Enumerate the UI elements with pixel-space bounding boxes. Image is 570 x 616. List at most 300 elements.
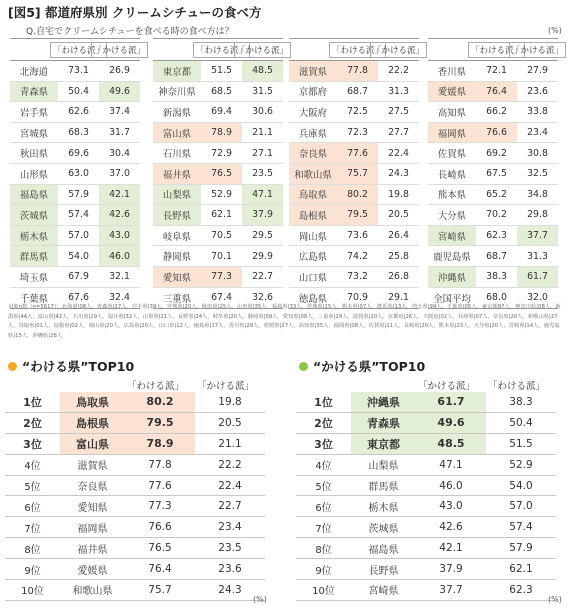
prefecture-name: 東京都	[153, 61, 201, 81]
prefecture-name: 京都府	[298, 87, 328, 99]
wakeru-value: 68.0	[486, 292, 507, 304]
rank-prefecture: 沖縄県	[351, 392, 416, 412]
table-row	[289, 246, 419, 267]
wakeru-value: 70.2	[486, 209, 507, 221]
prefecture-name: 大阪府	[298, 107, 328, 119]
header-wakeru-label: 「わける派」	[329, 42, 386, 58]
rank-primary-value: 76.5	[148, 542, 172, 555]
kakeru-value: 29.1	[388, 292, 409, 304]
rank-position: 8位	[315, 544, 332, 556]
table-row	[10, 164, 140, 185]
prefecture-name: 長崎県	[437, 169, 467, 181]
prefecture-name: 三重県	[162, 293, 192, 305]
wakeru-value: 80.2	[337, 185, 378, 205]
ranking-header-secondary: 「かける派」	[197, 381, 255, 392]
rank-primary-value: 77.8	[148, 458, 172, 471]
wakeru-value: 68.7	[347, 85, 368, 97]
wakeru-value: 50.4	[68, 85, 89, 97]
rank-prefecture: 群馬県	[368, 482, 399, 493]
rank-primary-value: 43.0	[439, 500, 463, 513]
column-header	[10, 39, 146, 61]
table-row	[289, 143, 419, 164]
ranking-row	[5, 538, 265, 559]
ranking-row	[5, 392, 265, 413]
orange-dot-icon	[8, 362, 17, 371]
header-wakeru-label: 「わける派」	[193, 42, 250, 58]
kakeru-value: 24.3	[388, 168, 409, 180]
page-title: [図5] 都道府県別 クリームシチューの食べ方	[8, 5, 262, 20]
wakeru-value: 72.1	[486, 65, 507, 77]
table-row	[153, 61, 283, 82]
rank-secondary-value: 57.9	[509, 542, 533, 555]
rank-prefecture: 青森県	[351, 413, 416, 433]
rank-position: 4位	[315, 461, 332, 473]
table-row	[10, 61, 140, 82]
wakeru-value: 70.5	[211, 230, 232, 242]
rank-position: 3位	[23, 437, 42, 451]
survey-question: Q.自宅でクリームシチューを食べる時の食べ方は？	[26, 27, 234, 37]
prefecture-name: 山口県	[298, 272, 328, 284]
kakeru-value: 47.1	[242, 185, 283, 205]
rank-prefecture: 東京都	[351, 434, 416, 454]
kakeru-value: 37.0	[109, 168, 130, 180]
header-wakeru-label: 「わける派」	[50, 42, 107, 58]
rank-secondary-value: 62.3	[509, 583, 533, 596]
rank-primary-value: 80.2	[125, 392, 195, 412]
ranking-row	[296, 559, 556, 580]
rank-secondary-value: 23.4	[218, 521, 242, 534]
table-row	[10, 267, 140, 288]
header-wakeru-label: 「わける派」	[468, 42, 525, 58]
wakeru-value: 62.1	[211, 209, 232, 221]
table-row	[10, 185, 140, 206]
prefecture-name: 岐阜県	[162, 231, 192, 243]
ranking-row	[5, 434, 265, 455]
rank-primary-value: 46.0	[439, 479, 463, 492]
table-row	[428, 143, 558, 164]
header-kakeru-label: 「かける派」	[370, 42, 427, 58]
table-row	[10, 102, 140, 123]
kakeru-top10-title	[299, 357, 425, 375]
kakeru-value: 32.6	[252, 292, 273, 304]
rank-prefecture: 愛媛県	[77, 565, 108, 577]
table-row	[153, 205, 283, 226]
wakeru-value: 73.1	[68, 65, 89, 77]
kakeru-value: 42.6	[99, 205, 140, 225]
rank-position: 9位	[24, 565, 41, 577]
table-row	[428, 123, 558, 144]
ranking-row	[296, 392, 556, 413]
rank-primary-value: 79.5	[125, 413, 195, 433]
prefecture-name: 埼玉県	[19, 272, 49, 284]
rank-secondary-value: 38.3	[509, 395, 533, 408]
table-row	[153, 123, 283, 144]
table-row	[153, 226, 283, 247]
kakeru-value: 22.7	[252, 271, 273, 283]
kakeru-value: 32.5	[527, 168, 548, 180]
prefecture-name: 愛媛県	[428, 82, 476, 102]
prefecture-name: 山形県	[19, 169, 49, 181]
rank-primary-value: 75.7	[148, 583, 172, 596]
wakeru-value: 73.6	[347, 230, 368, 242]
prefecture-name: 群馬県	[10, 246, 58, 266]
prefecture-name: 宮城県	[19, 128, 49, 140]
kakeru-value: 20.5	[388, 209, 409, 221]
prefecture-column	[289, 38, 425, 309]
header-kakeru	[373, 42, 425, 58]
rank-primary-value: 77.3	[148, 500, 172, 513]
header-kakeru	[94, 42, 146, 58]
wakeru-value: 67.6	[68, 292, 89, 304]
prefecture-name: 島根県	[289, 205, 337, 225]
kakeru-value: 27.5	[388, 106, 409, 118]
table-row	[428, 102, 558, 123]
wakeru-value: 51.5	[211, 65, 232, 77]
prefecture-name: 神奈川県	[158, 87, 196, 99]
prefecture-name: 大分県	[437, 210, 467, 222]
ranking-row	[296, 517, 556, 538]
rank-position: 7位	[315, 523, 332, 535]
rank-prefecture: 島根県	[60, 413, 125, 433]
prefecture-name: 広島県	[298, 252, 328, 264]
wakeru-value: 66.2	[486, 106, 507, 118]
wakeru-value: 73.2	[347, 271, 368, 283]
prefecture-name: 滋賀県	[289, 61, 337, 81]
kakeru-value: 43.0	[99, 226, 140, 246]
kakeru-value: 34.8	[527, 188, 548, 200]
table-row	[153, 185, 283, 206]
wakeru-value: 69.2	[486, 147, 507, 159]
prefecture-name: 沖縄県	[428, 267, 476, 287]
wakeru-value: 70.1	[211, 250, 232, 262]
rank-prefecture: 福島県	[368, 544, 399, 556]
kakeru-value: 42.1	[99, 185, 140, 205]
table-row	[10, 246, 140, 267]
header-kakeru	[237, 42, 289, 58]
table-row	[289, 226, 419, 247]
rank-primary-value: 47.1	[439, 458, 463, 471]
rank-position: 1位	[23, 395, 42, 409]
kakeru-value: 29.5	[252, 230, 273, 242]
table-row	[153, 143, 283, 164]
prefecture-name: 香川県	[437, 66, 467, 78]
rank-secondary-value: 51.5	[509, 437, 533, 450]
rank-position: 6位	[315, 502, 332, 514]
kakeru-value: 31.7	[109, 127, 130, 139]
kakeru-value: 31.3	[527, 250, 548, 262]
rank-secondary-value: 57.0	[509, 500, 533, 513]
ranking-row	[296, 476, 556, 497]
wakeru-value: 57.9	[68, 188, 89, 200]
table-row	[428, 185, 558, 206]
table-row	[428, 205, 558, 226]
kakeru-value: 61.7	[517, 267, 558, 287]
table-row	[289, 102, 419, 123]
wakeru-value: 79.5	[337, 205, 378, 225]
kakeru-value: 30.6	[252, 106, 273, 118]
kakeru-value: 31.3	[388, 85, 409, 97]
wakeru-value: 77.3	[201, 267, 242, 287]
wakeru-top10-title-text: “わける県”TOP10	[22, 359, 135, 374]
wakeru-value: 62.3	[486, 230, 507, 242]
rank-position: 6位	[24, 502, 41, 514]
kakeru-value: 21.1	[252, 127, 273, 139]
prefecture-name: 茨城県	[10, 205, 58, 225]
wakeru-unit-label: (%)	[253, 595, 267, 604]
wakeru-value: 54.0	[68, 250, 89, 262]
sample-footnote: 対象n数（n=5617）：北海道|08人，青森県|27人，岩手県|39人，宮城県|20人，秋田県|25人，山形県|35人，福島県|33人，茨城県|15人，栃木県|07人，群馬県|13人，埼玉県|99人，千葉県|05人，東京都97人，神奈川県|08人，新潟県|44人，富山県|42人，石川県|29人，福井県|32人，山梨県|21人，長野県|24人，岐阜県|20人，静岡県|09人，愛知県|08人，三重県|29人，滋賀県|20人，京都府|26人，大阪府|02人，兵庫県|07人，奈良県|20人，和歌山県|27人，鳥取県|01人，島根県|02人，岡山県|20人，広島県|20人，山口県|12人，徳島県|17人，香川県|29人，愛媛県|27人，高知県|35人，福岡県|08人，佐賀県|11人，長崎県|20人，熊本県|23人，大分県|20人，宮崎県|14人，鹿児島県|15人，沖縄県|28人	[8, 304, 561, 339]
prefecture-name: 鹿児島県	[433, 252, 471, 264]
rank-primary-value: 77.6	[148, 479, 172, 492]
header-kakeru-label: 「かける派」	[91, 42, 148, 58]
rank-secondary-value: 19.8	[218, 395, 242, 408]
table-row	[428, 246, 558, 267]
ranking-row	[296, 580, 556, 601]
wakeru-value: 76.6	[476, 123, 517, 143]
prefecture-name: 熊本県	[437, 190, 467, 202]
column-header	[289, 39, 425, 61]
prefecture-name: 和歌山県	[289, 164, 337, 184]
prefecture-name: 北海道	[19, 66, 49, 78]
rank-prefecture: 宮崎県	[368, 586, 399, 598]
rank-prefecture: 長野県	[368, 565, 399, 577]
kakeru-value: 26.9	[109, 65, 130, 77]
ranking-row	[296, 455, 556, 476]
ranking-header	[5, 376, 265, 392]
rank-prefecture: 福井県	[77, 544, 108, 556]
header-kakeru-label: 「かける派」	[234, 42, 291, 58]
kakeru-value: 27.9	[527, 65, 548, 77]
table-row	[10, 226, 140, 247]
table-row	[289, 123, 419, 144]
prefecture-name: 鳥取県	[289, 185, 337, 205]
kakeru-value: 26.4	[388, 230, 409, 242]
wakeru-value: 77.6	[337, 143, 378, 163]
rank-prefecture: 茨城県	[368, 523, 399, 535]
rank-position: 10位	[21, 586, 44, 598]
prefecture-column	[428, 38, 564, 309]
wakeru-top10-title	[8, 357, 134, 375]
table-row	[153, 267, 283, 288]
rank-secondary-value: 57.4	[509, 521, 533, 534]
prefecture-name: 宮崎県	[428, 226, 476, 246]
rank-prefecture: 和歌山県	[72, 586, 113, 598]
wakeru-top10-table	[5, 376, 265, 601]
header-kakeru	[512, 42, 564, 58]
kakeru-value: 32.4	[109, 292, 130, 304]
ranking-row	[5, 455, 265, 476]
prefecture-name: 愛知県	[153, 267, 201, 287]
prefecture-name: 全国平均	[433, 293, 471, 305]
rank-prefecture: 福岡県	[77, 523, 108, 535]
kakeru-value: 26.8	[388, 271, 409, 283]
ranking-header-primary: 「かける派」	[418, 381, 476, 392]
rank-secondary-value: 62.1	[509, 563, 533, 576]
table-row	[428, 61, 558, 82]
rank-position: 3位	[314, 437, 333, 451]
rank-primary-value: 48.5	[416, 434, 486, 454]
wakeru-value: 69.4	[211, 106, 232, 118]
kakeru-value: 22.2	[388, 65, 409, 77]
prefecture-name: 石川県	[162, 149, 192, 161]
rank-secondary-value: 23.6	[218, 563, 242, 576]
kakeru-value: 48.5	[242, 61, 283, 81]
wakeru-value: 38.3	[486, 271, 507, 283]
table-row	[428, 82, 558, 103]
wakeru-value: 72.9	[211, 147, 232, 159]
green-dot-icon	[299, 362, 308, 371]
wakeru-value: 72.3	[347, 127, 368, 139]
prefecture-column	[153, 38, 289, 309]
kakeru-value: 46.0	[99, 246, 140, 266]
rank-secondary-value: 50.4	[509, 416, 533, 429]
rank-secondary-value: 54.0	[509, 479, 533, 492]
unit-label: (%)	[548, 26, 562, 35]
wakeru-value: 68.3	[68, 127, 89, 139]
prefecture-name: 栃木県	[10, 226, 58, 246]
rank-prefecture: 愛知県	[77, 502, 108, 514]
table-row	[153, 102, 283, 123]
rank-secondary-value: 52.9	[509, 458, 533, 471]
prefecture-name: 新潟県	[162, 107, 192, 119]
table-row	[428, 164, 558, 185]
kakeru-value: 32.1	[109, 271, 130, 283]
rank-position: 5位	[315, 482, 332, 493]
table-row	[10, 143, 140, 164]
rank-position: 5位	[24, 482, 41, 493]
kakeru-value: 25.8	[388, 250, 409, 262]
rank-secondary-value: 22.4	[218, 479, 242, 492]
rank-primary-value: 42.6	[439, 521, 463, 534]
ranking-row	[5, 580, 265, 601]
table-row	[153, 82, 283, 103]
wakeru-value: 57.0	[68, 230, 89, 242]
table-row	[153, 164, 283, 185]
table-row	[10, 82, 140, 103]
rank-primary-value: 42.1	[439, 542, 463, 555]
prefecture-name: 千葉県	[19, 293, 49, 305]
rank-prefecture: 鳥取県	[60, 392, 125, 412]
rank-primary-value: 37.9	[439, 563, 463, 576]
kakeru-value: 23.6	[527, 85, 548, 97]
rank-prefecture: 滋賀県	[77, 461, 108, 473]
rank-position: 2位	[314, 416, 333, 430]
kakeru-value: 23.5	[252, 168, 273, 180]
rank-secondary-value: 21.1	[218, 437, 242, 450]
rank-secondary-value: 22.7	[218, 500, 242, 513]
wakeru-value: 67.5	[486, 168, 507, 180]
kakeru-value: 37.9	[242, 205, 283, 225]
wakeru-value: 72.5	[347, 106, 368, 118]
kakeru-value: 19.8	[388, 188, 409, 200]
prefecture-name: 佐賀県	[437, 149, 467, 161]
table-row	[10, 205, 140, 226]
table-row	[289, 61, 419, 82]
wakeru-value: 76.5	[201, 164, 242, 184]
ranking-row	[5, 559, 265, 580]
rank-prefecture: 山梨県	[368, 461, 399, 473]
table-row	[153, 246, 283, 267]
rank-primary-value: 61.7	[416, 392, 486, 412]
rank-prefecture: 富山県	[60, 434, 125, 454]
ranking-row	[296, 496, 556, 517]
wakeru-value: 67.4	[211, 292, 232, 304]
rank-secondary-value: 23.5	[218, 542, 242, 555]
prefecture-name: 長野県	[153, 205, 201, 225]
column-header	[153, 39, 289, 61]
ranking-row	[5, 517, 265, 538]
rank-position: 8位	[24, 544, 41, 556]
wakeru-value: 74.2	[347, 250, 368, 262]
kakeru-unit-label: (%)	[548, 595, 562, 604]
rank-primary-value: 37.7	[439, 583, 463, 596]
kakeru-value: 27.7	[388, 127, 409, 139]
ranking-row	[296, 538, 556, 559]
wakeru-value: 77.8	[337, 61, 378, 81]
wakeru-value: 62.6	[68, 106, 89, 118]
kakeru-value: 22.4	[388, 147, 409, 159]
prefecture-name: 山梨県	[153, 185, 201, 205]
wakeru-value: 70.9	[347, 292, 368, 304]
ranking-row	[5, 413, 265, 434]
prefecture-name: 富山県	[153, 123, 201, 143]
kakeru-value: 27.1	[252, 147, 273, 159]
column-header	[428, 39, 564, 61]
prefecture-name: 福島県	[10, 185, 58, 205]
kakeru-value: 30.8	[527, 147, 548, 159]
kakeru-value: 23.4	[527, 127, 548, 139]
table-row	[428, 267, 558, 288]
wakeru-value: 67.9	[68, 271, 89, 283]
prefecture-name: 奈良県	[289, 143, 337, 163]
kakeru-value: 29.9	[252, 250, 273, 262]
prefecture-name: 岡山県	[298, 231, 328, 243]
ranking-row	[5, 496, 265, 517]
kakeru-value: 33.8	[527, 106, 548, 118]
prefecture-name: 福岡県	[428, 123, 476, 143]
kakeru-value: 32.0	[527, 292, 548, 304]
kakeru-value: 37.7	[517, 226, 558, 246]
kakeru-value: 31.5	[252, 85, 273, 97]
rank-position: 9位	[315, 565, 332, 577]
rank-secondary-value: 22.2	[218, 458, 242, 471]
rank-position: 10位	[312, 586, 335, 598]
prefecture-name: 兵庫県	[298, 128, 328, 140]
table-row	[289, 164, 419, 185]
rank-position: 2位	[23, 416, 42, 430]
wakeru-value: 76.4	[476, 82, 517, 102]
ranking-row	[5, 476, 265, 497]
prefecture-column	[10, 38, 146, 309]
ranking-row	[296, 434, 556, 455]
rank-secondary-value: 20.5	[218, 416, 242, 429]
table-row	[289, 205, 419, 226]
wakeru-value: 57.4	[68, 209, 89, 221]
ranking-row	[296, 413, 556, 434]
wakeru-value: 68.7	[486, 250, 507, 262]
wakeru-value: 78.9	[201, 123, 242, 143]
rank-position: 7位	[24, 523, 41, 535]
prefecture-name: 岩手県	[19, 107, 49, 119]
prefecture-name: 福井県	[153, 164, 201, 184]
kakeru-top10-table	[296, 376, 556, 601]
table-row	[289, 267, 419, 288]
rank-primary-value: 78.9	[125, 434, 195, 454]
rank-primary-value: 76.6	[148, 521, 172, 534]
wakeru-value: 65.2	[486, 188, 507, 200]
kakeru-value: 49.6	[99, 82, 140, 102]
prefecture-name: 徳島県	[298, 293, 328, 305]
